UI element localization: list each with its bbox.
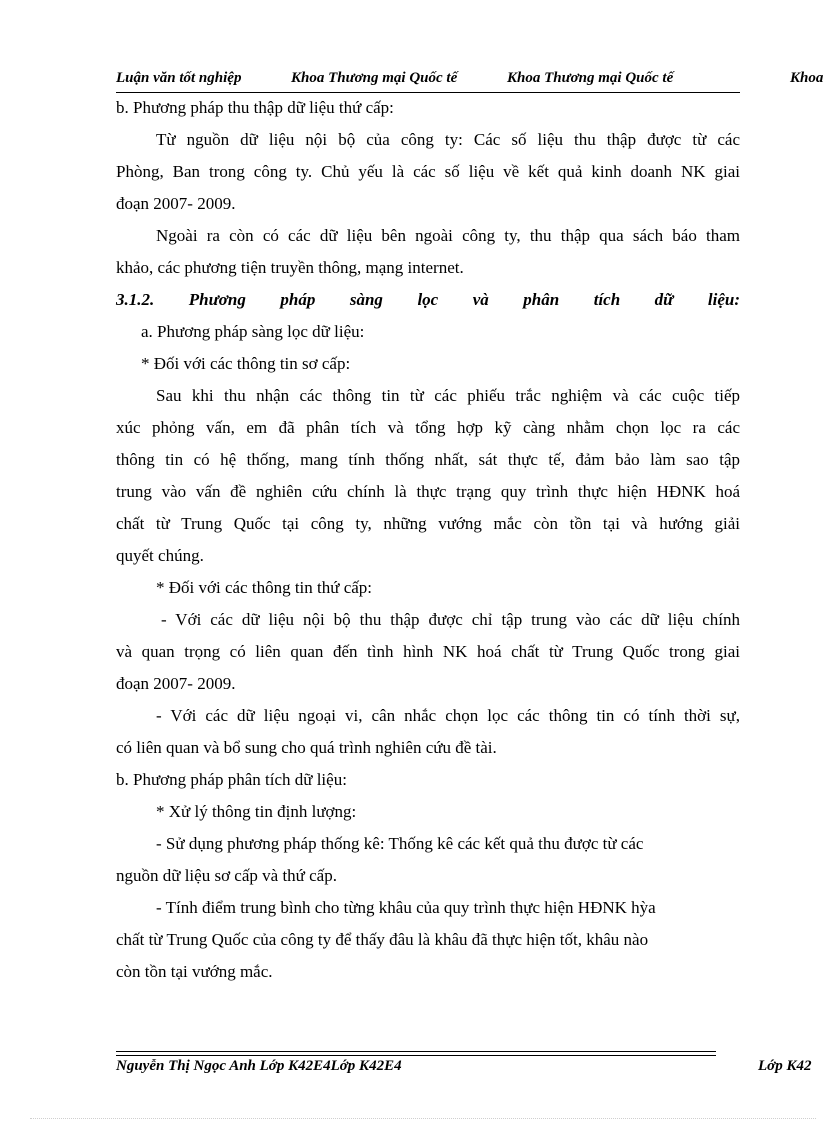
header-department: Khoa Thương mại Quốc tế	[291, 70, 458, 86]
subheading-secondary-collection: b. Phương pháp thu thập dữ liệu thứ cấp:	[116, 98, 394, 117]
bullet-secondary-info: * Đối với các thông tin thứ cấp:	[156, 578, 373, 597]
paragraph-line: trung vào vấn đề nghiên cứu chính là thực trạng quy trình thực hiện HĐNK hoá	[116, 482, 740, 501]
paragraph-line: khảo, các phương tiện truyền thông, mạng internet.	[116, 258, 464, 277]
subheading-analysis: b. Phương pháp phân tích dữ liệu:	[116, 770, 347, 789]
document-body	[116, 92, 740, 988]
paragraph-line: - Với các dữ liệu nội bộ thu thập được chỉ tập trung vào các dữ liệu chính	[161, 610, 740, 629]
section-heading-3-1-2: 3.1.2. Phương pháp sàng lọc và phân tích dữ liệu:	[116, 290, 740, 309]
paragraph-line: - Sử dụng phương pháp thống kê: Thống kê các kết quả thu được từ các	[156, 834, 644, 853]
subheading-filtering: a. Phương pháp sàng lọc dữ liệu:	[141, 322, 365, 341]
page-footer	[116, 1058, 816, 1078]
paragraph-line: Từ nguồn dữ liệu nội bộ của công ty: Các số liệu thu thập được từ các	[156, 130, 740, 149]
footer-class-clipped: Lớp K42	[758, 1058, 812, 1074]
paragraph-line: có liên quan và bổ sung cho quá trình nghiên cứu đề tài.	[116, 738, 497, 757]
paragraph-line: thông tin có hệ thống, mang tính thống nhất, sát thực tế, đảm bảo làm sao tập	[116, 450, 740, 469]
paragraph-line: Sau khi thu nhận các thông tin từ các phiếu trắc nghiệm và các cuộc tiếp	[156, 386, 740, 405]
header-title: Luận văn tốt nghiệp	[116, 70, 242, 86]
paragraph-line: - Với các dữ liệu ngoại vi, cân nhắc chọn lọc các thông tin có tính thời sự,	[156, 706, 740, 725]
bullet-quantitative: * Xử lý thông tin định lượng:	[156, 802, 357, 821]
page-bottom-edge	[30, 1118, 816, 1119]
paragraph-line: quyết chúng.	[116, 546, 204, 565]
paragraph-line: còn tồn tại vướng mắc.	[116, 962, 273, 981]
paragraph-line: Ngoài ra còn có các dữ liệu bên ngoài công ty, thu thập qua sách báo tham	[156, 226, 740, 245]
paragraph-line: nguồn dữ liệu sơ cấp và thứ cấp.	[116, 866, 337, 885]
paragraph-line: chất từ Trung Quốc tại công ty, những vướng mắc còn tồn tại và hướng giải	[116, 514, 740, 533]
page-header	[116, 70, 823, 90]
paragraph-line: - Tính điểm trung bình cho từng khâu của quy trình thực hiện HĐNK hỳa	[156, 898, 656, 917]
paragraph-line: đoạn 2007- 2009.	[116, 674, 236, 693]
paragraph-line: xúc phỏng vấn, em đã phân tích và tổng hợp kỹ càng nhằm chọn lọc ra các	[116, 418, 740, 437]
header-department-clipped: Khoa	[790, 70, 823, 86]
header-department-repeat: Khoa Thương mại Quốc tế	[507, 70, 674, 86]
footer-author: Nguyễn Thị Ngọc Anh Lớp K42E4Lớp K42E4	[116, 1058, 402, 1074]
paragraph-line: đoạn 2007- 2009.	[116, 194, 236, 213]
paragraph-line: Phòng, Ban trong công ty. Chủ yếu là các số liệu về kết quả kinh doanh NK giai	[116, 162, 740, 181]
footer-rule-thin	[116, 1055, 716, 1056]
footer-rule	[116, 1051, 716, 1052]
bullet-primary-info: * Đối với các thông tin sơ cấp:	[141, 354, 351, 373]
paragraph-line: chất từ Trung Quốc của công ty để thấy đâu là khâu đã thực hiện tốt, khâu nào	[116, 930, 649, 949]
paragraph-line: và quan trọng có liên quan đến tình hình NK hoá chất từ Trung Quốc trong giai	[116, 642, 740, 661]
